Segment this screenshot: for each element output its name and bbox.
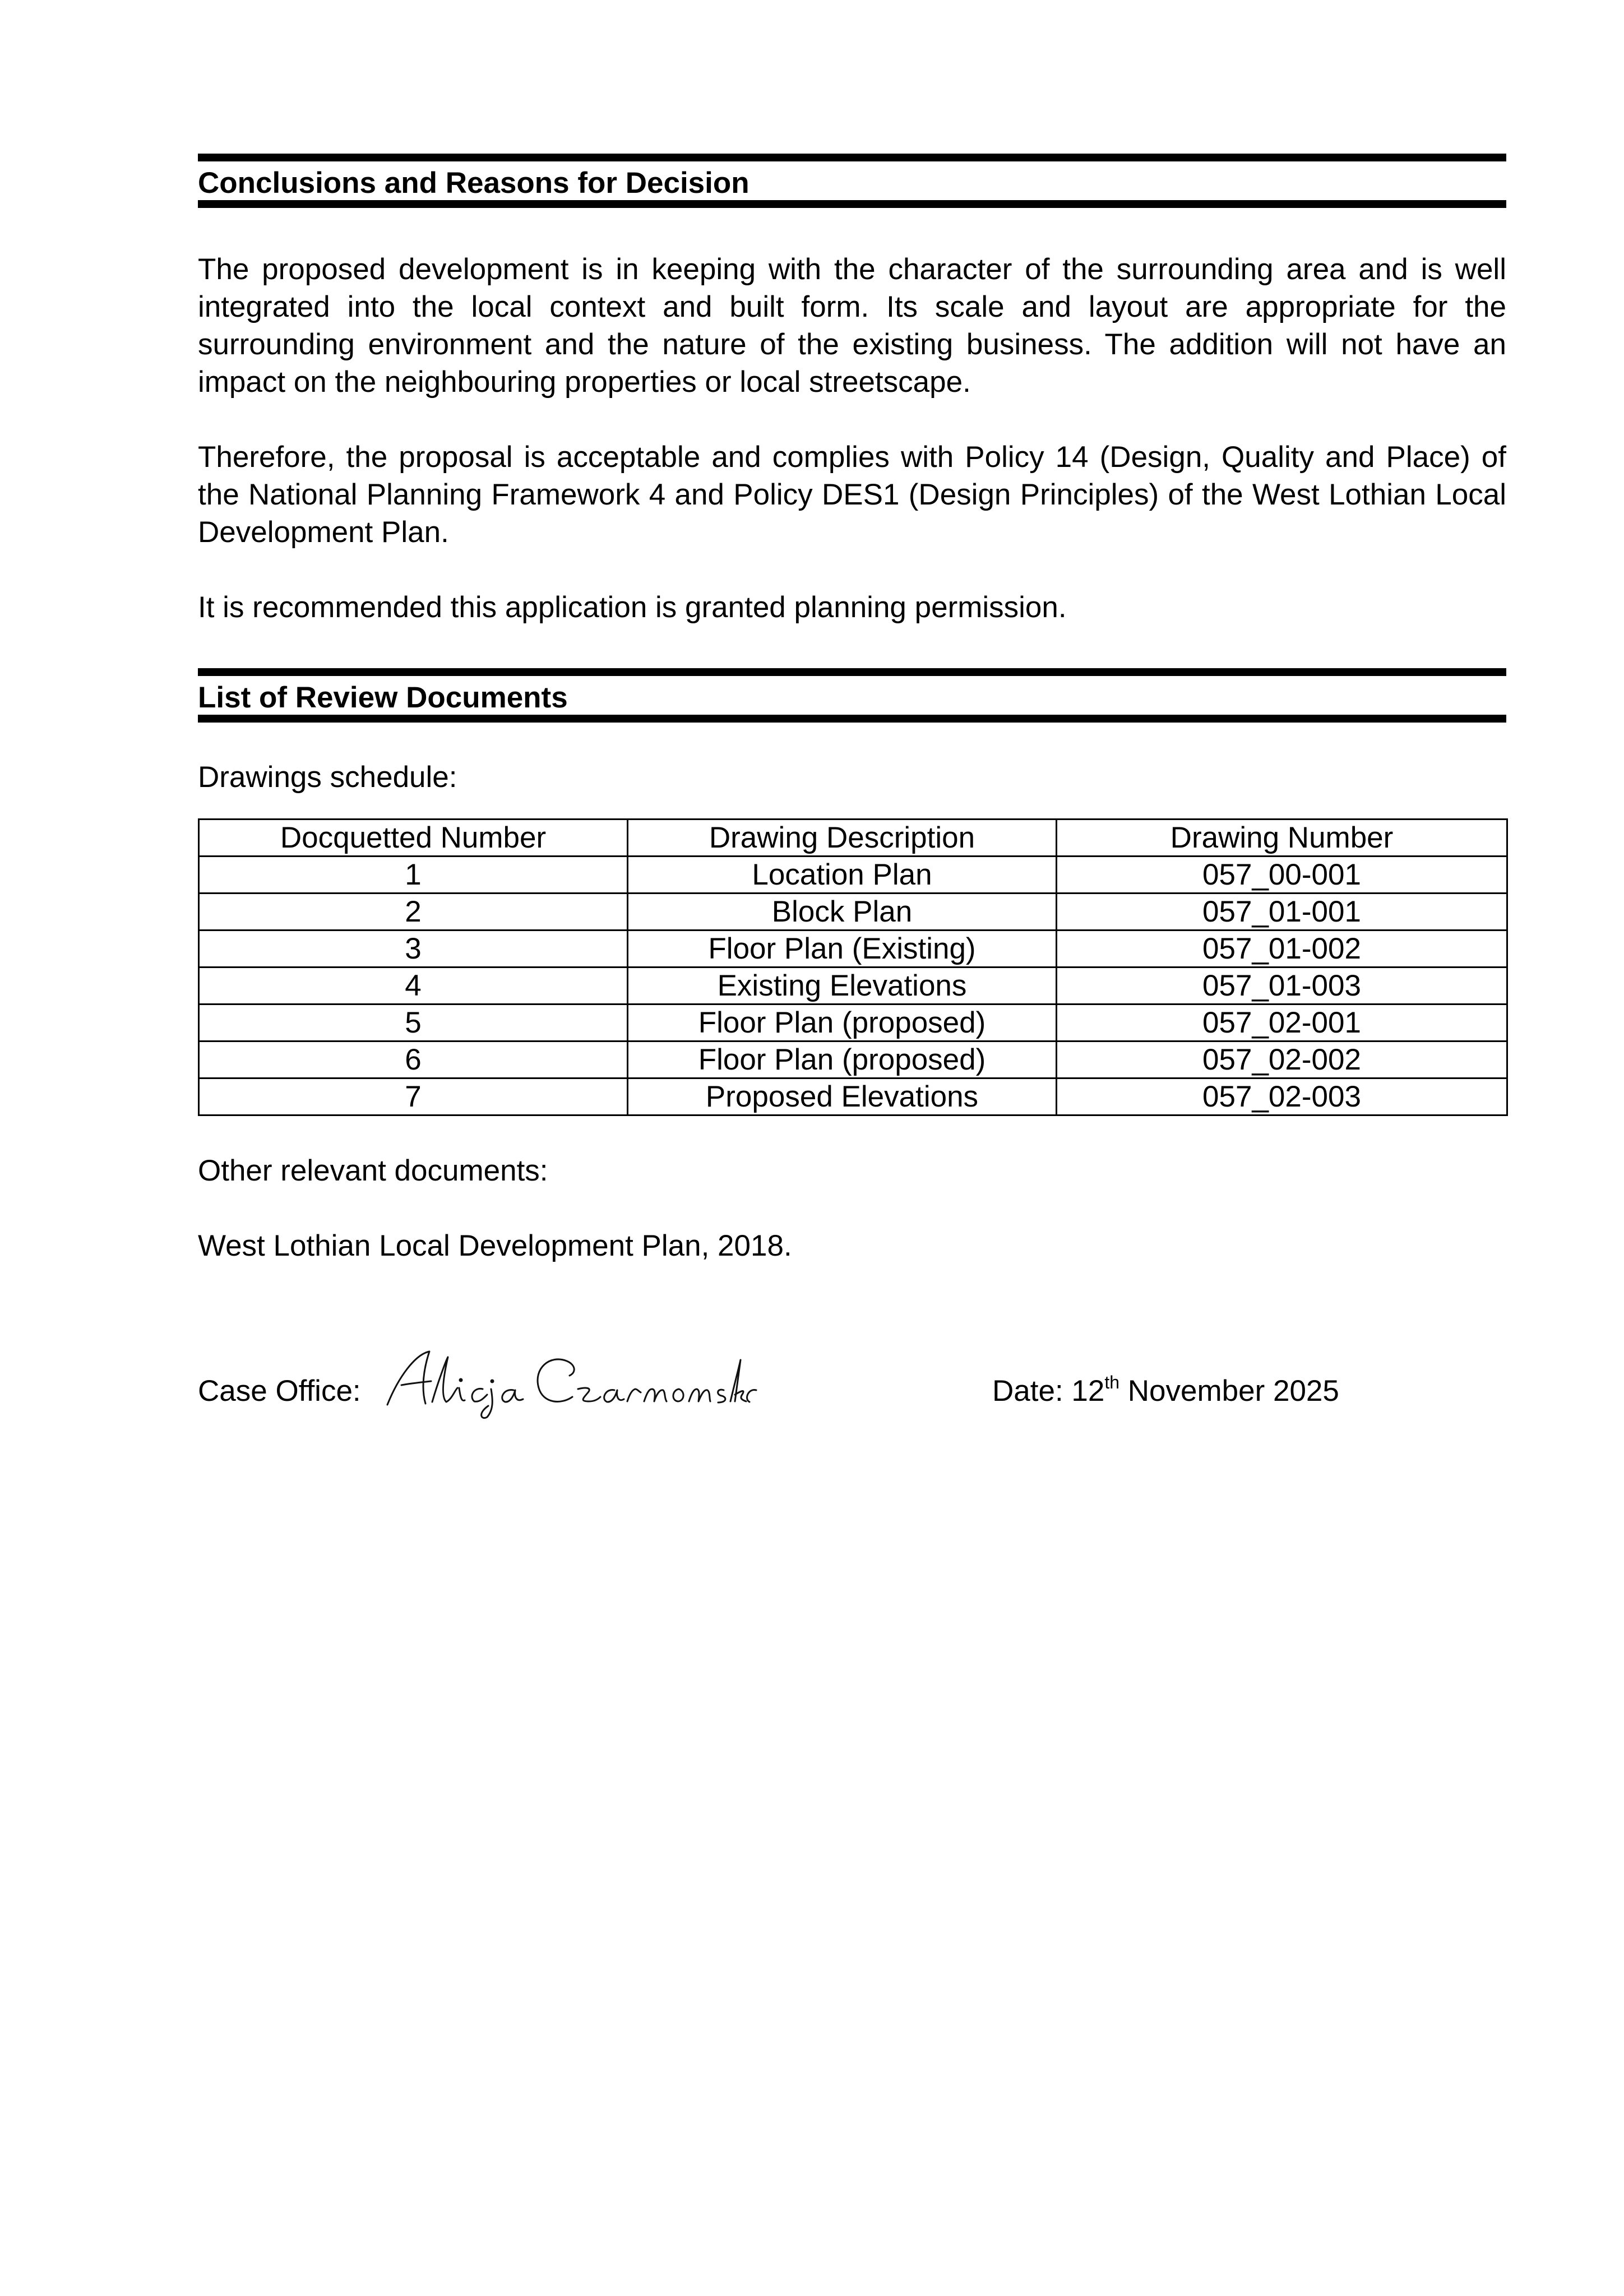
table-row [199, 1004, 1507, 1041]
other-document-item: West Lothian Local Development Plan, 2018. [198, 1229, 792, 1262]
drawing-description-cell: Floor Plan (proposed) [628, 1041, 1057, 1078]
drawing-number-cell: 057_01-001 [1057, 894, 1507, 931]
document-page [198, 154, 1506, 1427]
date-text [992, 1374, 1339, 1408]
column-header-docquetted-number: Docquetted Number [199, 820, 628, 857]
drawing-description-cell: Floor Plan (Existing) [628, 931, 1057, 968]
table-row [199, 968, 1507, 1004]
conclusions-heading: Conclusions and Reasons for Decision [198, 166, 749, 200]
drawing-description-cell: Location Plan [628, 857, 1057, 894]
drawing-description-cell: Existing Elevations [628, 968, 1057, 1004]
conclusions-paragraph-2: Therefore, the proposal is acceptable and complies with Policy 14 (Design, Quality and Place) of the National Planning Framework 4 and Policy DES1 (Design Principles) of the West Lothian Local Development Plan. [198, 441, 1506, 549]
column-header-drawing-description: Drawing Description [628, 820, 1057, 857]
table-row [199, 1078, 1507, 1115]
case-office-label: Case Office: [198, 1374, 361, 1408]
column-header-drawing-number: Drawing Number [1057, 820, 1507, 857]
conclusions-section-header [198, 154, 1506, 208]
drawing-number-cell: 057_01-003 [1057, 968, 1507, 1004]
drawing-number-cell: 057_02-003 [1057, 1078, 1507, 1115]
drawing-number-cell: 057_00-001 [1057, 857, 1507, 894]
table-row [199, 894, 1507, 931]
table-row [199, 1041, 1507, 1078]
drawings-schedule-label: Drawings schedule: [198, 761, 457, 794]
date-ordinal-suffix: th [1104, 1372, 1120, 1392]
table-header-row [199, 820, 1507, 857]
date-rest: November 2025 [1119, 1374, 1339, 1408]
drawings-table [198, 818, 1508, 1116]
date-label: Date: 12 [992, 1374, 1105, 1408]
recommendation-text: It is recommended this application is granted planning permission. [198, 591, 1067, 624]
other-documents-label: Other relevant documents: [198, 1154, 548, 1187]
drawing-description-cell: Block Plan [628, 894, 1057, 931]
drawing-number-cell: 057_02-001 [1057, 1004, 1507, 1041]
review-heading: List of Review Documents [198, 681, 568, 714]
review-section-header [198, 668, 1506, 723]
docquetted-number-cell: 3 [199, 931, 628, 968]
drawing-description-cell: Proposed Elevations [628, 1078, 1057, 1115]
docquetted-number-cell: 1 [199, 857, 628, 894]
docquetted-number-cell: 7 [199, 1078, 628, 1115]
drawing-number-cell: 057_01-002 [1057, 931, 1507, 968]
docquetted-number-cell: 6 [199, 1041, 628, 1078]
handwritten-signature [376, 1343, 757, 1422]
drawing-description-cell: Floor Plan (proposed) [628, 1004, 1057, 1041]
conclusions-paragraph-1: The proposed development is in keeping with the character of the surrounding area and is well integrated into the local context and built form. Its scale and layout are appropriate for the surrounding environment and the nature of the existing business. The addition will not have an impact on the neighbouring properties or local streetscape. [198, 253, 1506, 399]
table-row [199, 931, 1507, 968]
table-row [199, 857, 1507, 894]
docquetted-number-cell: 2 [199, 894, 628, 931]
docquetted-number-cell: 4 [199, 968, 628, 1004]
drawing-number-cell: 057_02-002 [1057, 1041, 1507, 1078]
signoff-row [198, 1343, 1506, 1427]
docquetted-number-cell: 5 [199, 1004, 628, 1041]
